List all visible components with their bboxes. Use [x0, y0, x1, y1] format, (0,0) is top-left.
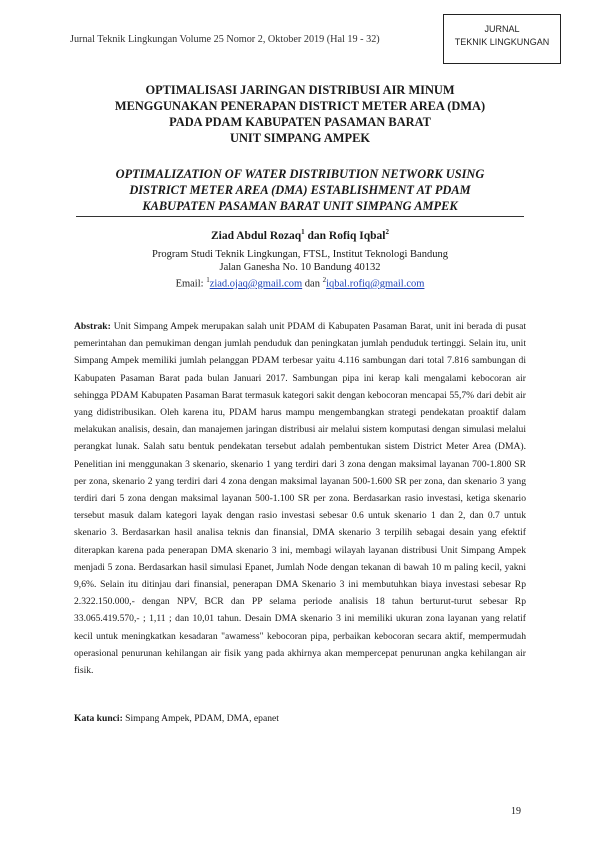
badge-line-1: JURNAL: [484, 24, 520, 34]
author-1: Ziad Abdul Rozaq: [211, 229, 302, 242]
author-2: Rofiq Iqbal: [328, 229, 386, 242]
title-id-line-3: PADA PDAM KABUPATEN PASAMAN BARAT: [169, 115, 431, 129]
email-link-2[interactable]: iqbal.rofiq@gmail.com: [326, 278, 425, 290]
title-english: [60, 166, 540, 214]
email-label: Email:: [175, 278, 207, 290]
journal-header: Jurnal Teknik Lingkungan Volume 25 Nomor 2, Oktober 2019 (Hal 19 - 32): [70, 34, 380, 45]
title-id-line-1: OPTIMALISASI JARINGAN DISTRIBUSI AIR MINUM: [145, 83, 455, 97]
abstract-label: Abstrak:: [74, 321, 111, 332]
author-conjunction: dan: [304, 229, 329, 242]
author-2-sup: 2: [385, 228, 389, 236]
title-id-line-4: UNIT SIMPANG AMPEK: [230, 131, 370, 145]
keywords-text: Simpang Ampek, PDAM, DMA, epanet: [122, 713, 279, 724]
title-en-line-3: KABUPATEN PASAMAN BARAT UNIT SIMPANG AMPEK: [142, 199, 458, 213]
author-1-sup: 1: [301, 228, 305, 236]
email-link-1[interactable]: ziad.ojaq@gmail.com: [209, 278, 303, 290]
keywords-label: Kata kunci:: [74, 713, 123, 724]
badge-line-2: TEKNIK LINGKUNGAN: [454, 37, 550, 47]
email-1-sup: 1: [206, 276, 210, 284]
author-line: [60, 228, 540, 242]
abstract-text: Unit Simpang Ampek merupakan salah unit PDAM di Kabupaten Pasaman Barat, unit ini berada di pusat pemerintahan dan pemukiman dengan jumlah penduduk dan peningkatan jumlah penduduk tertinggi. Selain itu, unit Simpang Ampek memiliki jumlah pelanggan PDAM terbesar yaitu 4.116 sambungan dari total 7.816 sambungan di Kabupaten Pasaman Barat pada bulan Januari 2017. Sambungan pipa ini kerap kali mengalami kebocoran air sehingga PDAM Kabupaten Pasaman Barat termasuk kategori sakit dengan kebocoran mencapai 55,7% dari debit air yang didistribusikan. Oleh karena itu, PDAM harus mampu mengembangkan strategi pendekatan proaktif dalam melakukan analisis, desain, dan manajemen jaringan distribusi air melalui sistem komputasi dengan simulasi melalui perangkat lunak. Salah satu bentuk pendekatan tersebut adalah pembentukan sistem District Meter Area (DMA). Penelitian ini menggunakan 3 skenario, skenario 1 yang terdiri dari 3 zona dengan maksimal layanan 700-1.800 SR per zona, skenario 2 yang terdiri dari 4 zona dengan maksimal layanan 500-1.600 SR per zona, dan skenario 3 yang terdiri dari 5 zona dengan maksimal layanan 500-1.100 SR per zona. Berdasarkan rasio investasi, ketiga skenario tersebut masuk dalam kategori layak dengan rasio investasi sebesar 0.6 untuk skenario 1 dan 2, dan 0.7 untuk skenario 3. Berdasarkan hasil analisa teknis dan finansial, DMA skenario 3 terpilih sebagai desain yang efektif diterapkan karena pada penerapan DMA skenario 3 ini, membagi wilayah layanan distribusi Unit Simpang Ampek menjadi 5 zona. Berdasarkan hasil simulasi Epanet, Jumlah Node dengan tekanan di bawah 10 m paling kecil, yakni 9,6%. Selain itu ditinjau dari finansial, penerapan DMA Skenario 3 ini membutuhkan biaya investasi sebesar Rp 2.322.150.000,- dengan NPV, BCR dan PP selama periode analisis 18 tahun berturut-turut sebesar Rp 33.065.419.570,- ; 1,11 ; dan 10,01 tahun. Desain DMA skenario 3 ini memiliki ukuran zona layanan yang relatif kecil untuk meningkatkan kesadaran "awamess" kebocoran pipa, perbaikan kebocoran secara aktif, mempermudah operasional penurunan kehilangan air fisik yang pada akhirnya akan mempercepat penurunan angka kehilangan air fisik.: [74, 321, 526, 677]
page-number: 19: [511, 806, 521, 817]
title-en-line-1: OPTIMALIZATION OF WATER DISTRIBUTION NETWORK USING: [115, 167, 485, 181]
affiliation-line-1: Program Studi Teknik Lingkungan, FTSL, Institut Teknologi Bandung: [152, 249, 448, 260]
title-indonesian: [60, 82, 540, 146]
keywords: [74, 712, 526, 726]
title-id-line-2: MENGGUNAKAN PENERAPAN DISTRICT METER AREA (DMA): [114, 99, 486, 113]
title-en-line-2: DISTRICT METER AREA (DMA) ESTABLISHMENT AT PDAM: [129, 183, 471, 197]
email-line: [60, 274, 540, 291]
email-2-sup: 2: [322, 276, 327, 284]
journal-badge: [443, 14, 561, 64]
affiliation-line-2: Jalan Ganesha No. 10 Bandung 40132: [219, 262, 381, 273]
abstract: [74, 318, 526, 679]
title-divider: [76, 216, 524, 217]
affiliation: [60, 248, 540, 291]
email-conjunction: dan: [302, 278, 323, 290]
